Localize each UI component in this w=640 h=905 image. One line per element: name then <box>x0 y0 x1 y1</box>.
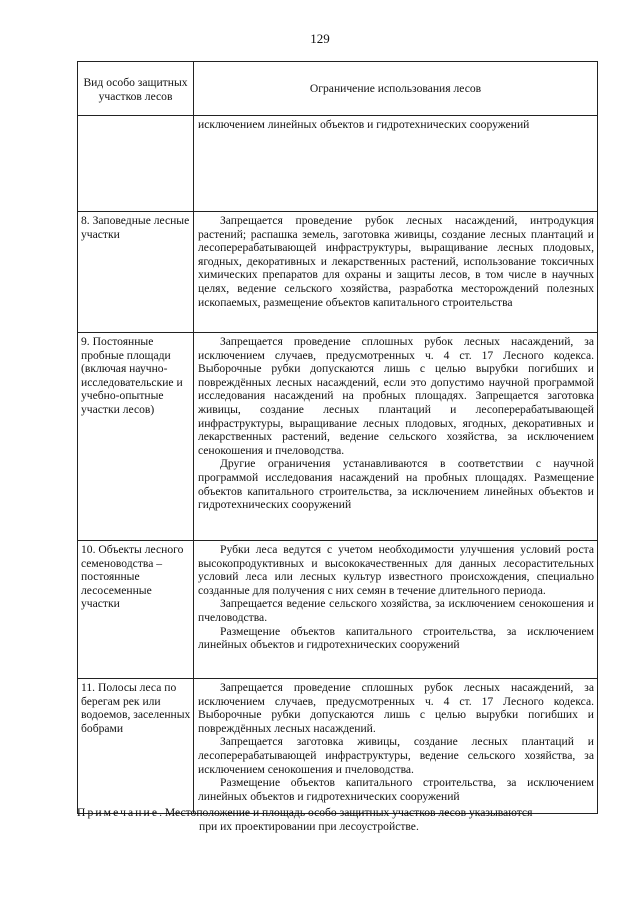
table-row <box>78 116 598 212</box>
note-text-continued: при их проектировании при лесоустройстве. <box>199 820 419 833</box>
page-number: 129 <box>310 31 330 46</box>
row-restriction <box>194 541 598 679</box>
row-kind: 9. Постоянные пробные площади (включая научно-исследовательские и учебно-опытные участки лесов) <box>78 333 194 541</box>
restriction-paragraph: Рубки леса ведутся с учетом необходимости улучшения условий роста высокопродуктивных и высококачественных для данных лесорастительных условий леса или лесных культур известного происхождения, специально созданные для получения с них семян в течение длительного периода. <box>198 543 594 597</box>
row-kind: 10. Объекты лесного семеноводства – постоянные лесосеменные участки <box>78 541 194 679</box>
row-kind <box>78 116 194 212</box>
restriction-paragraph: Размещение объектов капитального строительства, за исключением линейных объектов и гидротехнических сооружений <box>198 624 594 652</box>
row-restriction <box>194 679 598 814</box>
row-restriction <box>194 333 598 541</box>
row-restriction <box>194 116 598 212</box>
row-kind: 8. Заповедные лесные участки <box>78 212 194 333</box>
table-row <box>78 212 598 333</box>
restrictions-table <box>77 61 598 814</box>
note-text: . Местоположение и площадь особо защитных участков лесов указываются <box>159 806 533 819</box>
row-restriction <box>194 212 598 333</box>
table-header-row <box>78 62 598 116</box>
note-lead: Примечание <box>77 806 160 819</box>
restriction-paragraph: Запрещается проведение рубок лесных насаждений, интродукция растений; распашка земель, заготовка живицы, создание лесных плантаций и лесоперерабатывающей инфраструктуры, выращивание лесных плодовых, ягодных, декоративных и лекарственных растений, использование токсичных химических препаратов для охраны и защиты лесов, в том числе в научных целях, ведение сельского хозяйства, разработка месторождений полезных ископаемых, размещение объектов капитального строительства <box>198 214 594 309</box>
restriction-paragraph: Размещение объектов капитального строительства, за исключением линейных объектов и гидротехнических сооружений <box>198 776 594 803</box>
table-note <box>77 806 597 834</box>
table-row <box>78 333 598 541</box>
table-row <box>78 541 598 679</box>
header-restriction: Ограничение использования лесов <box>194 62 598 116</box>
restriction-paragraph: Другие ограничения устанавливаются в соответствии с научной программой исследования насаждений на пробных площадях. Размещение объектов капитального строительства, за исключением линейных объектов и гидротехнических сооружений <box>198 457 594 512</box>
restriction-paragraph: Запрещается проведение сплошных рубок лесных насаждений, за исключением случаев, предусмотренных ч. 4 ст. 17 Лесного кодекса. Выборочные рубки допускаются лишь с целью вырубки погибших и повреждённых лесных насаждений. <box>198 681 594 735</box>
restriction-paragraph: Запрещается заготовка живицы, создание лесных плантаций и лесоперерабатывающей инфраструктуры, ведение сельского хозяйства, за исключением сенокошения и пчеловодства. <box>198 735 594 776</box>
table-row <box>78 679 598 814</box>
restriction-paragraph: исключением линейных объектов и гидротехнических сооружений <box>198 118 530 131</box>
row-kind: 11. Полосы леса по берегам рек или водоемов, заселенных бобрами <box>78 679 194 814</box>
header-kind: Вид особо защитных участков лесов <box>78 62 194 116</box>
restriction-paragraph: Запрещается проведение сплошных рубок лесных насаждений, за исключением случаев, предусмотренных ч. 4 ст. 17 Лесного кодекса. Выборочные рубки допускаются лишь с целью вырубки погибших и повреждённых лесных насаждений, если это допустимо научной программой исследования насаждений на пробных площадях. Запрещается заготовка живицы, создание лесных плантаций и лесоперерабатывающей инфраструктуры, выращивание лесных плодовых, ягодных, декоративных и лекарственных растений, ведение сельского хозяйства, за исключением сенокошения и пчеловодства. <box>198 335 594 457</box>
restriction-paragraph: Запрещается ведение сельского хозяйства, за исключением сенокошения и пчеловодства. <box>198 597 594 624</box>
